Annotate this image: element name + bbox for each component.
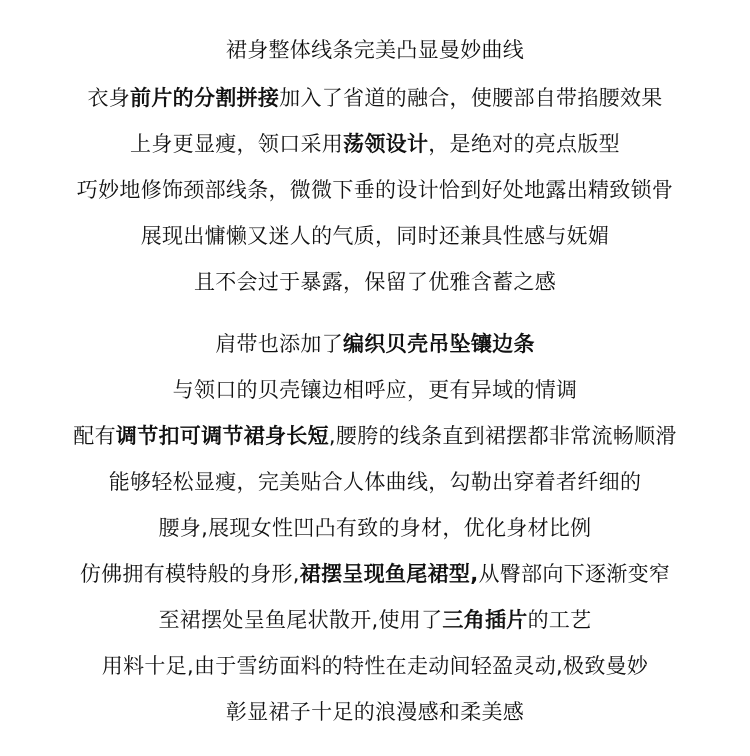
line-text: 至裙摆处呈鱼尾状散开,使用了 (158, 608, 443, 632)
bold-highlight: 调节扣可调节裙身长短 (115, 424, 329, 448)
description-line-14 (0, 651, 750, 681)
description-line-6 (0, 267, 750, 297)
line-text: 衣身 (87, 86, 131, 110)
line-text: 用料十足,由于雪纺面料的特性在走动间轻盈灵动,极致曼妙 (101, 654, 649, 678)
line-text: 肩带也添加了 (215, 332, 344, 356)
line-text: 能够轻松显瘦，完美贴合人体曲线，勾勒出穿着者纤细的 (108, 470, 642, 494)
line-text: 与领口的贝壳镶边相呼应，更有异域的情调 (172, 378, 578, 402)
description-line-4 (0, 175, 750, 205)
bold-highlight: 前片的分割拼接 (130, 86, 280, 110)
description-line-8 (0, 375, 750, 405)
line-text: ，是绝对的亮点版型 (428, 132, 620, 156)
description-line-11 (0, 513, 750, 543)
description-line-2 (0, 83, 750, 113)
line-text: 配有 (73, 424, 116, 448)
description-line-9 (0, 421, 750, 451)
description-line-3 (0, 129, 750, 159)
line-text: 展现出慵懒又迷人的气质，同时还兼具性感与妩媚 (140, 224, 610, 248)
bold-highlight: 三角插片 (442, 608, 528, 632)
line-text: 仿佛拥有模特般的身形, (79, 562, 300, 586)
line-text: 腰身,展现女性凹凸有致的身材，优化身材比例 (158, 516, 592, 540)
description-line-12 (0, 559, 750, 589)
description-line-7 (0, 329, 750, 359)
bold-highlight: 裙摆呈现鱼尾裙型, (299, 562, 479, 586)
line-text: 巧妙地修饰颈部线条，微微下垂的设计恰到好处地露出精致锁骨 (76, 178, 674, 202)
description-line-10 (0, 467, 750, 497)
line-text: 上身更显瘦，领口采用 (130, 132, 344, 156)
line-text: 且不会过于暴露，保留了优雅含蓄之感 (193, 270, 557, 294)
line-text: 加入了省道的融合，使腰部自带掐腰效果 (279, 86, 663, 110)
line-text: 从臀部向下逐渐变窄 (478, 562, 671, 586)
bold-highlight: 编织贝壳吊坠镶边条 (343, 332, 535, 356)
bold-highlight: 荡领设计 (343, 132, 429, 156)
description-line-5 (0, 221, 750, 251)
line-text: 的工艺 (527, 608, 592, 632)
line-text: 裙身整体线条完美凸显曼妙曲线 (225, 38, 525, 62)
description-line-1 (0, 35, 750, 65)
description-line-15 (0, 697, 750, 727)
line-text: ,腰胯的线条直到裙摆都非常流畅顺滑 (328, 424, 677, 448)
description-line-13 (0, 605, 750, 635)
line-text: 彰显裙子十足的浪漫感和柔美感 (225, 700, 525, 724)
